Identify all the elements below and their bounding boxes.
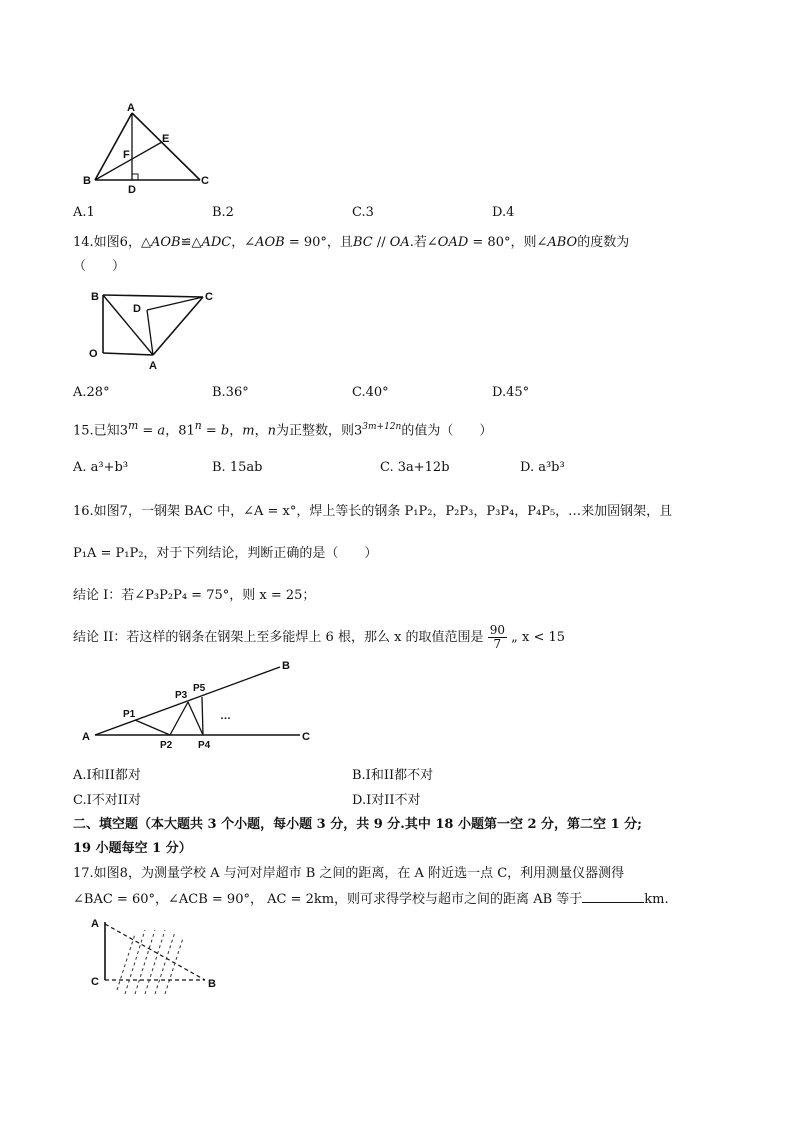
q13-option-a[interactable]: A.1 <box>73 205 95 220</box>
q14-option-a[interactable]: A.28° <box>73 385 110 400</box>
section-heading-cont: 19 小题每空 1 分） <box>73 841 192 856</box>
fraction: $\frac{90}{7}$ <box>489 623 505 651</box>
q14-option-b[interactable]: B.36° <box>212 385 249 400</box>
figure-7 <box>70 655 330 755</box>
q15-stem: 15.已知$3^m = a$，$81^n = b$，m，n为正整数，则$3^{3m+12n}$的值为（ ） <box>73 419 493 439</box>
q17-stem-line2: ∠BAC = 60°，∠ACB = 90°， AC = 2km，则可求得学校与超市之间的距离 AB 等于 km. <box>73 892 669 907</box>
q14-option-d[interactable]: D.45° <box>492 385 530 400</box>
q16-option-a[interactable]: A.I和II都对 <box>73 768 141 783</box>
q13-option-d[interactable]: D.4 <box>492 205 515 220</box>
label-o: O <box>89 348 98 360</box>
label-c: C <box>201 175 209 187</box>
label-d: D <box>133 303 141 315</box>
label-a: A <box>82 731 90 743</box>
label-b: B <box>208 978 216 990</box>
q15-option-a[interactable]: A. a³+b³ <box>73 460 129 475</box>
q15-option-d[interactable]: D. a³b³ <box>520 460 565 475</box>
label-p1: P1 <box>123 709 136 720</box>
section-heading: 二、填空题（本大题共 3 个小题，每小题 3 分，共 9 分.其中 18 小题第一空 2 分，第二空 1 分; <box>73 817 642 832</box>
label-dots: … <box>220 710 231 722</box>
q14-answer-paren: （ ） <box>73 259 126 274</box>
label-b: B <box>83 175 91 187</box>
label-c: C <box>91 976 99 988</box>
label-a: A <box>127 102 135 114</box>
figure-6 <box>85 285 225 375</box>
q16-conclusion-1: 结论 I：若∠P₃P₂P₄ = 75°，则 x = 25； <box>73 588 316 603</box>
q13-option-b[interactable]: B.2 <box>212 205 234 220</box>
q14-option-c[interactable]: C.40° <box>352 385 389 400</box>
label-a: A <box>149 360 157 372</box>
q16-option-b[interactable]: B.I和II都不对 <box>352 768 434 783</box>
label-c: C <box>302 731 310 743</box>
q13-option-c[interactable]: C.3 <box>352 205 374 220</box>
figure-13-triangle <box>80 100 220 195</box>
q16-stem-line1: 16.如图7，一钢架 BAC 中，∠A = x°，焊上等长的钢条 P₁P₂，P₂P₃，P₃P₄，P₄P₅，…来加固钢架，且 <box>73 504 673 519</box>
q17-stem-line1: 17.如图8，为测量学校 A 与河对岸超市 B 之间的距离，在 A 附近选一点 C，利用测量仪器测得 <box>73 866 625 881</box>
figure-8 <box>85 912 235 1002</box>
label-b: B <box>91 291 99 303</box>
label-b: B <box>282 660 290 672</box>
q15-option-c[interactable]: C. 3a+12b <box>380 460 450 475</box>
label-p5: P5 <box>193 683 206 694</box>
label-p2: P2 <box>160 740 173 751</box>
label-p3: P3 <box>175 690 188 701</box>
answer-blank[interactable] <box>582 890 644 903</box>
q16-option-c[interactable]: C.I不对II对 <box>73 793 142 808</box>
q14-stem: 14.如图6，△AOB≌△ADC，∠AOB = 90°，且BC // OA.若∠OAD = 80°，则∠ABO的度数为 <box>73 235 630 250</box>
label-c: C <box>205 291 213 303</box>
q15-option-b[interactable]: B. 15ab <box>212 460 263 475</box>
q16-conclusion-2: 结论 II：若这样的钢条在钢架上至多能焊上 6 根，那么 x 的取值范围是 $\frac{90}{7}$ „ x < 15 <box>73 623 566 651</box>
label-e: E <box>162 133 170 145</box>
q16-option-d[interactable]: D.I对II不对 <box>352 793 421 808</box>
label-f: F <box>123 149 130 161</box>
label-a: A <box>91 918 99 930</box>
label-d: D <box>128 184 136 195</box>
q16-stem-line2: P₁A = P₁P₂，对于下列结论，判断正确的是（ ） <box>73 546 378 561</box>
label-p4: P4 <box>198 740 211 751</box>
